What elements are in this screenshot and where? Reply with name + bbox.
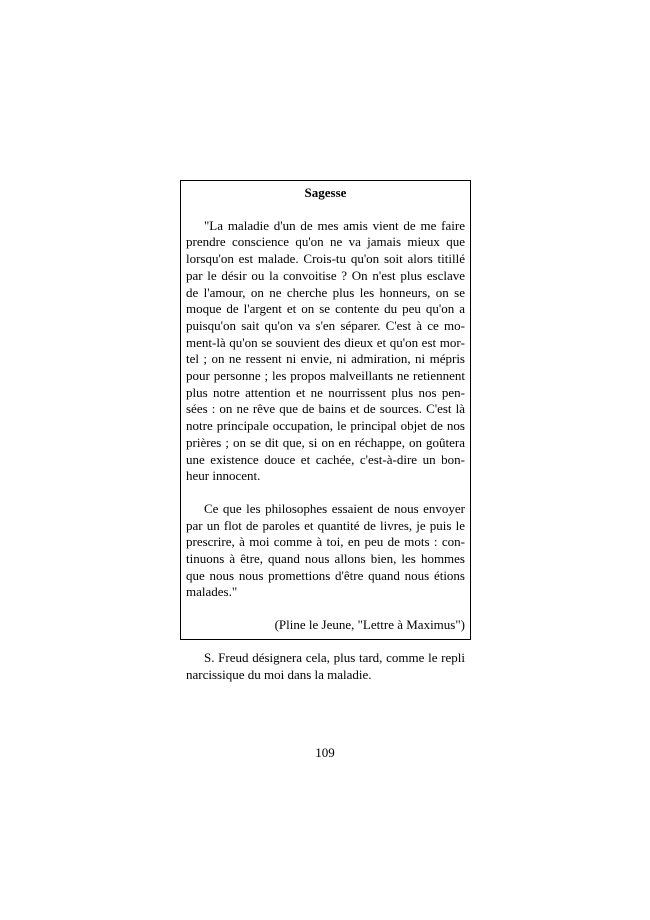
text-box (180, 180, 471, 682)
citation: (Pline le Jeune, "Lettre à Maximus") (274, 617, 465, 633)
quote-paragraph-2: Ce que les philosophes essaient de nous envoyer par un flot de paroles et quantité de livres, je puis le prescrire, à moi comme à toi, en peu de mots : continuons à être, quand nous allons bien, les hommes que nous nous promettions d'être quand nous étions malades." (186, 500, 465, 600)
box-title: Sagesse (304, 185, 347, 200)
page-number: 109 (315, 745, 335, 760)
closing-paragraph: S. Freud désignera cela, plus tard, comme le repli narcissique du moi dans la maladie. (186, 649, 465, 682)
quote-paragraph-1: "La maladie d'un de mes amis vient de me faire prendre conscience qu'on ne va jamais mieux que lorsqu'on est malade. Crois-tu qu'on soit alors titillé par le désir ou la convoitise ? On n'est plus esclave de l'amour, on ne cherche plus les honneurs, on se moque de l'argent et on se contente du peu qu'on a puisqu'on sait qu'on va s'en séparer. C'est à ce moment-là qu'on se souvient des dieux et qu'on est mortel ; on ne ressent ni envie, ni admiration, ni mépris pour personne ; les propos malveillants ne retiennent plus notre attention et ne nourrissent plus nos pensées : on ne rêve que de bains et de sources. C'est là notre principale occupation, le principal objet de nos prières ; on se dit que, si on en réchappe, on goûtera une existence douce et cachée, c'est-à-dire un bonheur innocent. (186, 217, 465, 484)
